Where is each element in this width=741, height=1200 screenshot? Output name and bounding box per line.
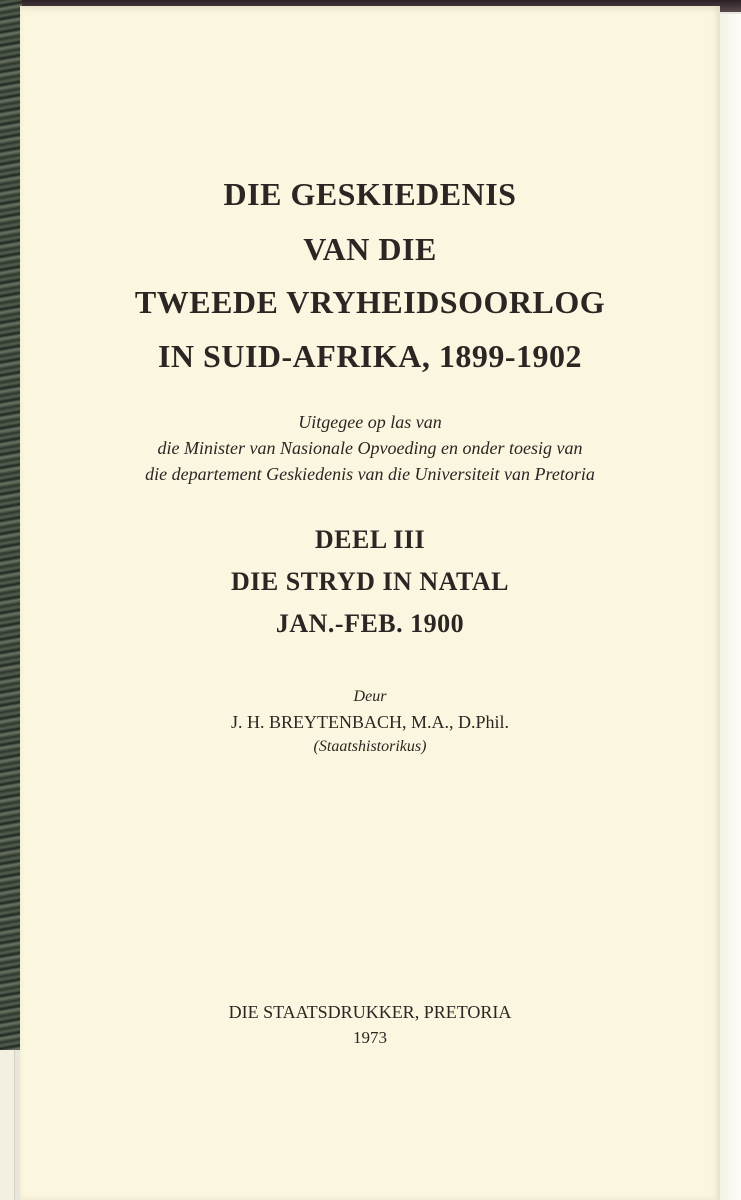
publication-year: 1973 <box>353 1028 387 1047</box>
volume-period: JAN.-FEB. 1900 <box>275 609 465 638</box>
publication-note-line-2: die Minister van Nasionale Opvoeding en onder toesig van <box>157 438 583 458</box>
author-by: Deur <box>353 688 387 705</box>
title-line-2: VAN DIE <box>303 231 437 267</box>
volume-title: DIE STRYD IN NATAL <box>230 567 509 596</box>
title-line-4: IN SUID-AFRIKA, 1899-1902 <box>157 338 583 374</box>
title-line-1: DIE GESKIEDENIS <box>223 176 517 212</box>
book-cover-edge <box>0 1050 15 1200</box>
author-name: J. H. BREYTENBACH, M.A., D.Phil. <box>230 712 510 732</box>
volume-number: DEEL III <box>314 525 426 554</box>
page-edge <box>720 14 741 1200</box>
publication-note-line-1: Uitgegee op las van <box>298 412 442 432</box>
author-role: (Staatshistorikus) <box>313 738 427 755</box>
book-spine <box>0 0 22 1050</box>
publisher-name: DIE STAATSDRUKKER, PRETORIA <box>228 1002 512 1022</box>
title-page <box>20 6 720 1200</box>
title-line-3: TWEEDE VRYHEIDSOORLOG <box>134 284 606 320</box>
publication-note-line-3: die departement Geskiedenis van die Universiteit van Pretoria <box>145 464 595 484</box>
